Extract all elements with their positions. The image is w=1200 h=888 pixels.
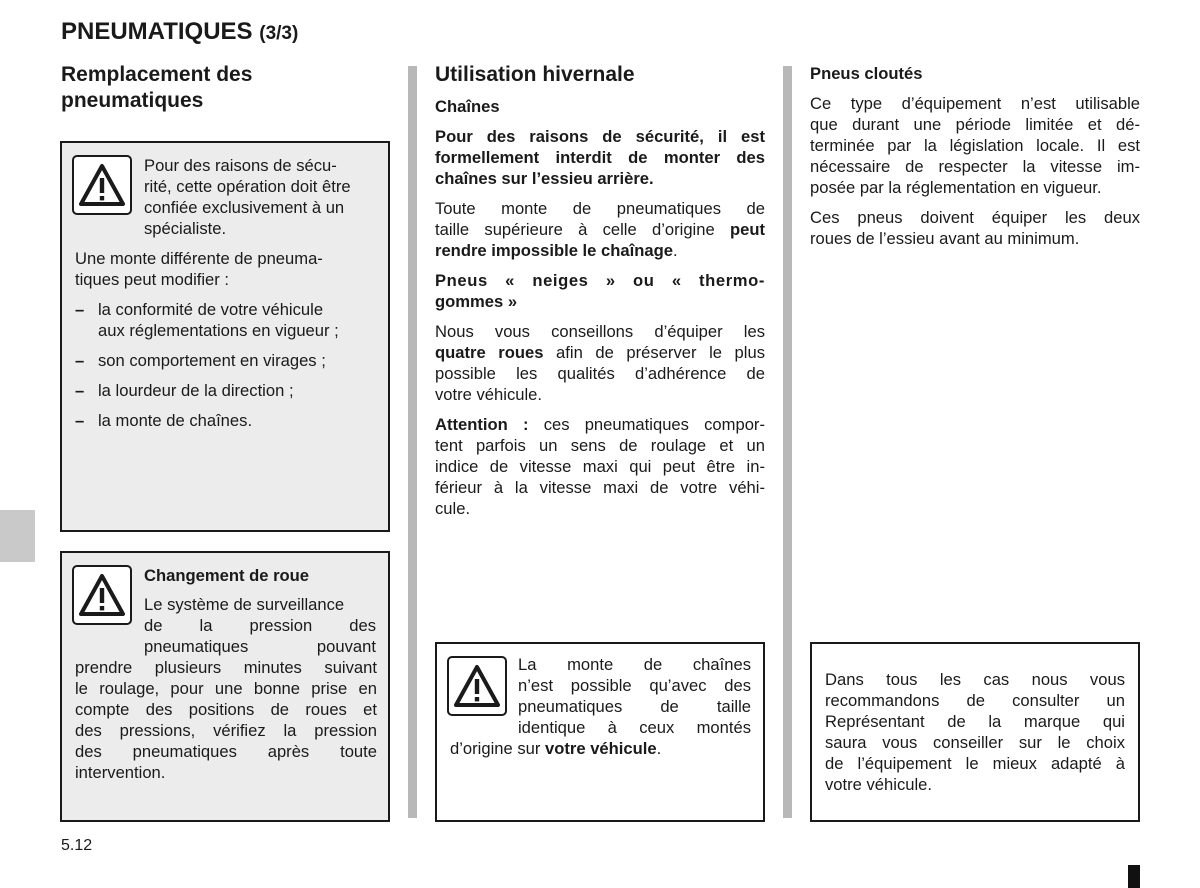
text-line: roues de l’essieu avant au minimum. [810, 229, 1080, 248]
text-line: identique à ceux montés [518, 718, 751, 737]
box-text-full [450, 738, 750, 759]
section-heading-hivernale: Utilisation hivernale [435, 63, 635, 86]
warning-triangle-icon [72, 565, 132, 625]
text-run: ces pneumatiques compor- [528, 415, 765, 434]
chains-warning-paragraph [435, 126, 765, 189]
text-line: que durant une période limitée et dé- [810, 115, 1140, 134]
text-line: des pneumatiques après toute [75, 742, 377, 761]
studded-paragraph-1 [810, 93, 1140, 198]
page-title-text: PNEUMATIQUES [61, 18, 253, 45]
text-line: saura vous conseiller sur le choix [825, 733, 1125, 752]
text-line: Ces pneus doivent équiper les deux [810, 208, 1140, 227]
text-line: la conformité de votre véhicule [98, 300, 324, 319]
text-run: . [656, 739, 662, 758]
box-text-beside-icon [144, 594, 376, 657]
attention-label: Attention : [435, 415, 529, 434]
text-line: indice de vitesse maxi qui peut être in- [435, 457, 765, 476]
text-line: le roulage, pour une bonne prise en [75, 679, 377, 698]
text-line: nécessaire de respecter la vitesse im- [810, 157, 1140, 176]
box-text-full [75, 657, 377, 783]
list-item [75, 299, 377, 341]
attention-paragraph [435, 414, 765, 519]
chapter-tab [0, 510, 35, 562]
text-run: peut [729, 220, 765, 239]
text-line: Une monte différente de pneuma- [75, 249, 323, 268]
corner-mark [1128, 865, 1140, 888]
text-line: Dans tous les cas nous vous [825, 670, 1125, 689]
box-text [825, 669, 1125, 795]
oversize-paragraph [435, 198, 765, 261]
text-run: afin de préserver le plus [543, 343, 765, 362]
text-line: de la pression des [144, 616, 376, 635]
text-line: tiques peut modifier : [75, 270, 230, 289]
text-line [435, 219, 765, 240]
text-line: La monte de chaînes [518, 655, 751, 674]
text-run: quatre roues [435, 343, 544, 362]
text-line: votre véhicule. [825, 775, 932, 794]
list-item [75, 380, 377, 401]
warning-box-replacement [60, 141, 390, 532]
text-run: votre véhicule [545, 739, 657, 758]
bullet-dash: – [75, 411, 85, 430]
bullet-dash: – [75, 351, 85, 370]
subheading-chaines: Chaînes [435, 97, 500, 116]
text-line: Représentant de la marque qui [825, 712, 1125, 731]
intro-paragraph [75, 248, 377, 290]
warning-triangle-icon [72, 155, 132, 215]
text-line: Le système de surveillance [144, 595, 345, 614]
bullet-dash: – [75, 300, 85, 319]
text-line: tent parfois un sens de roulage et un [435, 436, 765, 455]
subheading-pneus-cloutes: Pneus cloutés [810, 64, 923, 83]
box-title: Changement de roue [144, 566, 310, 585]
text-line: chaînes sur l’essieu arrière. [435, 169, 654, 188]
text-line: gommes » [435, 292, 518, 311]
text-line: posée par la réglementation en vigueur. [810, 178, 1102, 197]
text-run: rendre impossible le chaînage [435, 241, 673, 260]
text-line: Toute monte de pneumatiques de [435, 199, 765, 218]
studded-paragraph-2 [810, 207, 1140, 249]
text-line [435, 342, 765, 363]
text-line: Nous vous conseillons d’équiper les [435, 322, 765, 341]
info-box-consult [810, 642, 1140, 822]
text-line: pneumatiques de taille [518, 697, 751, 716]
text-line: confiée exclusivement à un [144, 198, 345, 217]
text-line: formellement interdit de monter des [435, 148, 765, 167]
text-line: n’est possible qu’avec des [518, 676, 751, 695]
bullet-dash: – [75, 381, 85, 400]
text-line: terminée par la législation locale. Il est [810, 136, 1140, 155]
text-line: la lourdeur de la direction ; [98, 381, 294, 400]
box-body [75, 248, 377, 440]
text-line: son comportement en virages ; [98, 351, 326, 370]
winter-body [435, 96, 765, 519]
text-run: d’origine sur [450, 739, 546, 758]
text-line: pneumatiques pouvant [144, 637, 376, 656]
text-line: spécialiste. [144, 219, 227, 238]
list-item [75, 410, 377, 431]
text-line: aux réglementations en vigueur ; [98, 321, 339, 340]
heading-line: Remplacement des [61, 63, 253, 86]
section-heading-remplacement [61, 62, 381, 114]
box-text-beside-icon [518, 654, 751, 738]
text-line: possible les qualités d’adhérence de [435, 364, 765, 383]
column-divider-left [408, 66, 417, 818]
text-line: de l’équipement le mieux adapté à [825, 754, 1125, 773]
text-line: prendre plusieurs minutes suivant [75, 658, 377, 677]
page-number: 5.12 [61, 837, 93, 854]
warning-triangle-icon [447, 656, 507, 716]
text-line [435, 414, 765, 435]
text-run: taille supérieure à celle d’origine [435, 220, 730, 239]
text-line: compte des positions de roues et [75, 700, 377, 719]
text-line: Pour des raisons de sécu- [144, 156, 337, 175]
page-title [61, 18, 298, 46]
text-line: rité, cette opération doit être [144, 177, 351, 196]
warning-text [144, 155, 376, 239]
text-line: des pressions, vérifiez la pression [75, 721, 377, 740]
text-line: la monte de chaînes. [98, 411, 253, 430]
warning-box-wheel-change [60, 551, 390, 822]
four-wheels-paragraph [435, 321, 765, 405]
list-item [75, 350, 377, 371]
text-line: Pneus « neiges » ou « thermo- [435, 271, 765, 290]
text-line: férieur à la vitesse maxi de votre véhi- [435, 478, 765, 497]
warning-box-chains [435, 642, 765, 822]
text-line: votre véhicule. [435, 385, 542, 404]
page-title-suffix: (3/3) [259, 23, 299, 44]
text-run: . [672, 241, 678, 260]
subheading-snow-tyres [435, 270, 765, 312]
text-line: recommandons de consulter un [825, 691, 1125, 710]
studded-tyres-section [810, 63, 1140, 249]
text-line: Pour des raisons de sécurité, il est [435, 127, 765, 146]
text-line [450, 738, 750, 759]
text-line [435, 240, 765, 261]
text-line: cule. [435, 499, 471, 518]
text-line: Ce type d’équipement n’est utilisable [810, 94, 1140, 113]
heading-line: pneumatiques [61, 89, 204, 112]
column-divider-right [783, 66, 792, 818]
text-line: intervention. [75, 763, 166, 782]
